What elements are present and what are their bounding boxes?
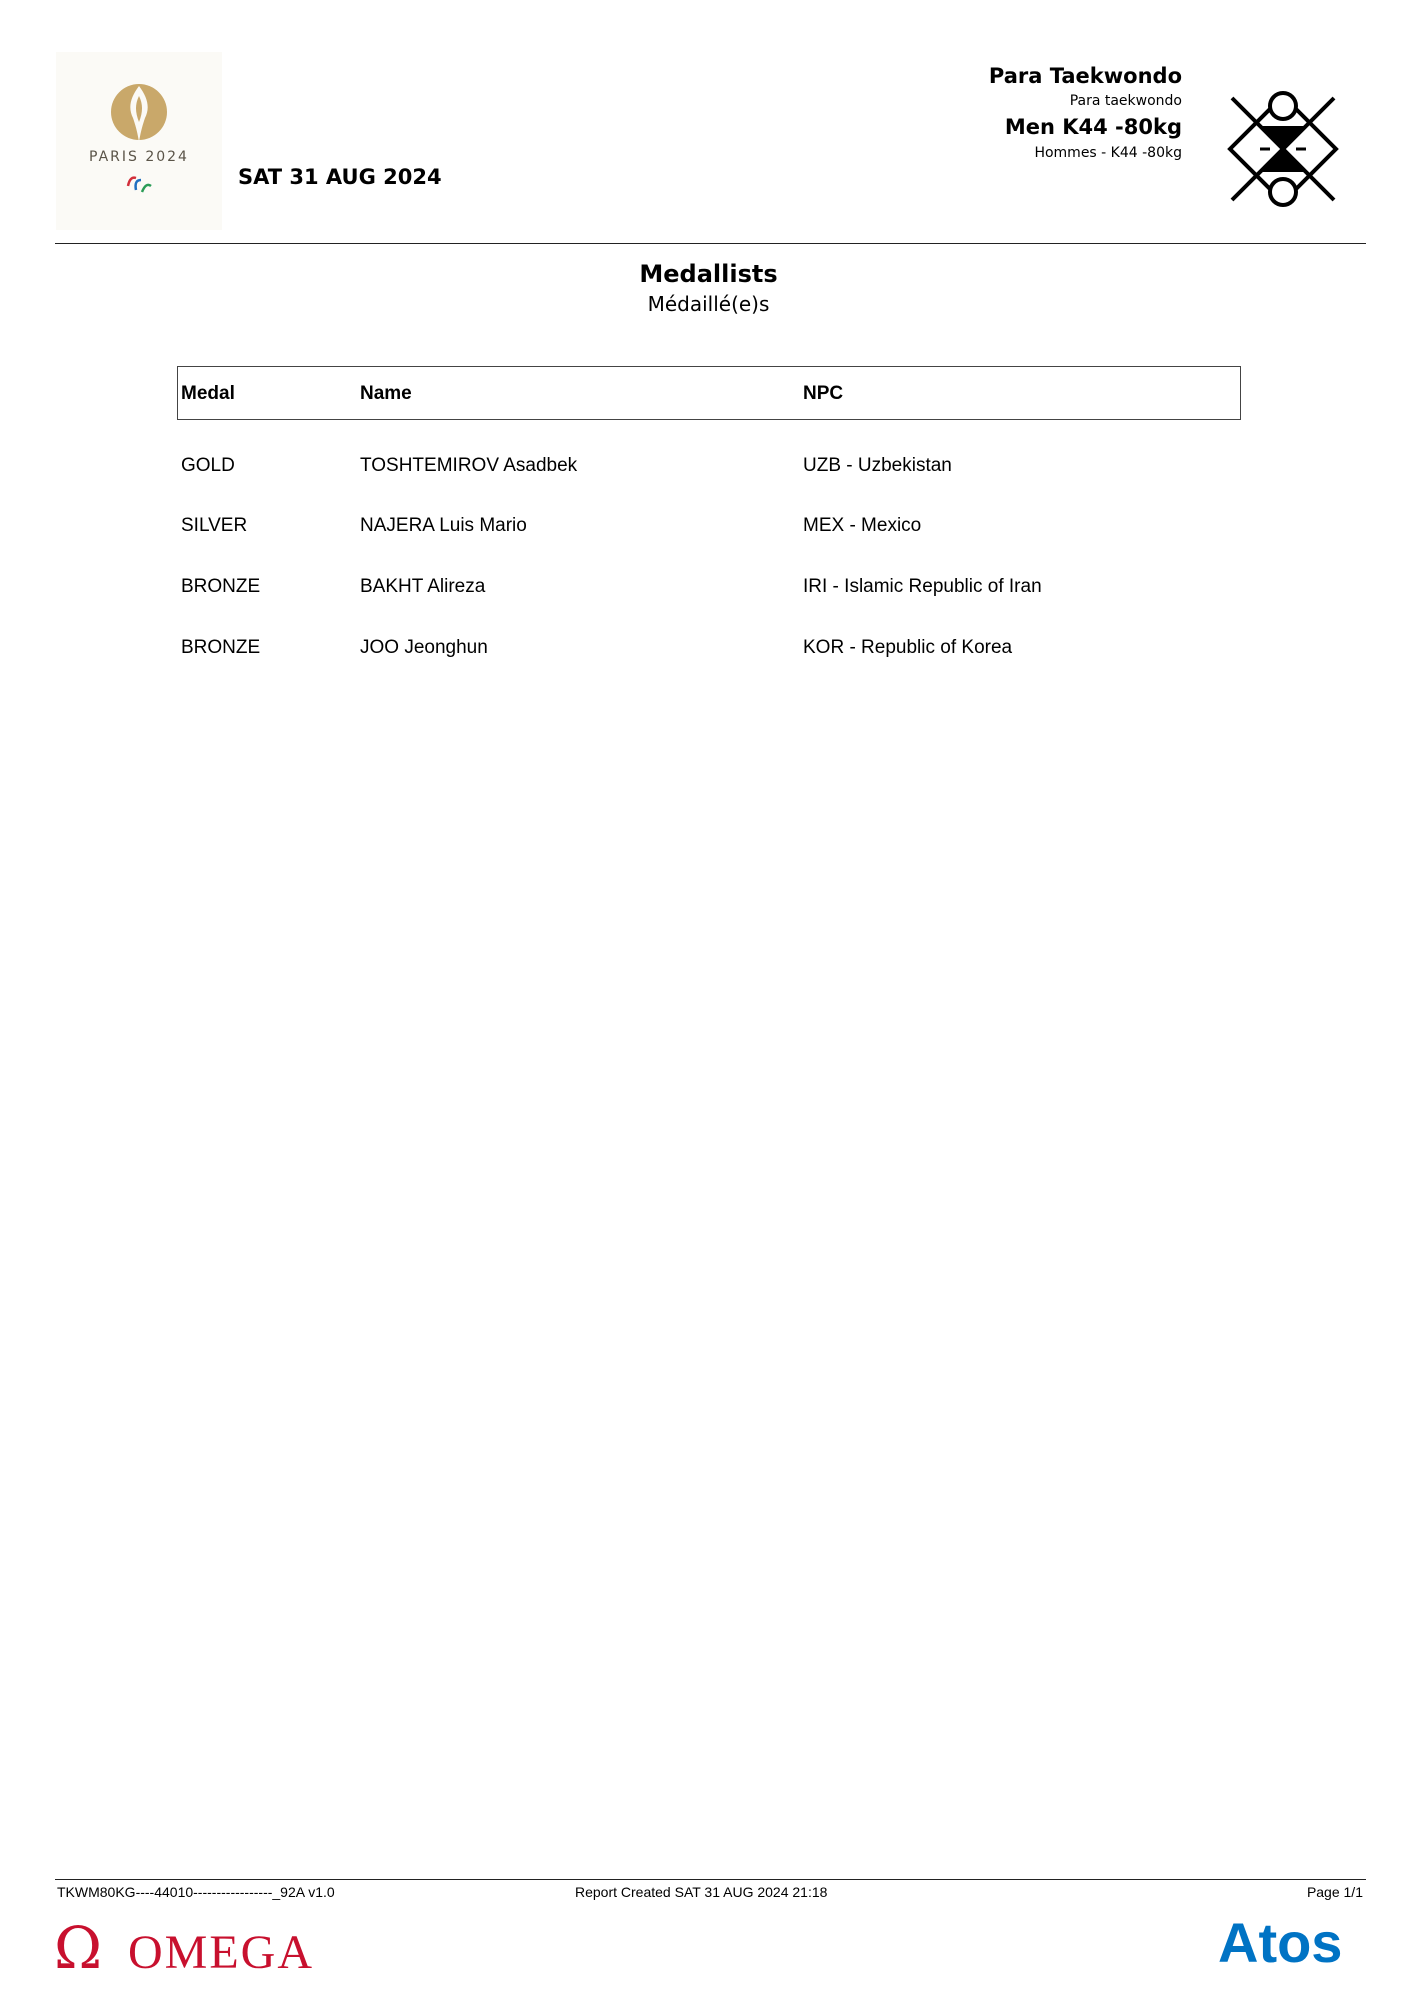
medal-cell: GOLD [181,455,235,476]
table-row [0,576,1417,606]
medal-cell: SILVER [181,515,248,536]
header-divider [55,243,1366,244]
npc-cell: KOR - Republic of Korea [803,637,1013,658]
footer-divider [55,1879,1366,1880]
table-row [0,637,1417,667]
svg-text:Ω: Ω [54,1920,103,1976]
event-header [989,62,1182,164]
name-cell: BAKHT Alireza [360,576,486,597]
column-header-name: Name [360,383,412,404]
event-name: Men K44 -80kg [1004,115,1182,139]
agitos-icon [124,172,154,196]
section-title [0,258,1417,318]
name-cell: NAJERA Luis Mario [360,515,527,536]
report-code: TKWM80KG----44010-----------------_92A v1.0 [57,1884,335,1900]
npc-cell: UZB - Uzbekistan [803,455,952,476]
report-date: SAT 31 AUG 2024 [238,165,442,189]
report-created: Report Created SAT 31 AUG 2024 21:18 [575,1884,828,1900]
event-name-fr: Hommes - K44 -80kg [1034,145,1182,161]
column-header-medal: Medal [181,383,235,404]
medal-cell: BRONZE [181,576,261,597]
sport-name-fr: Para taekwondo [1069,93,1182,109]
flame-emblem-icon [106,82,172,146]
atos-logo [1218,1912,1368,1972]
medal-cell: BRONZE [181,637,261,658]
column-header-npc: NPC [803,383,844,404]
title-main: Medallists [639,260,778,288]
table-row [0,515,1417,545]
name-cell: JOO Jeonghun [360,637,488,658]
atos-logo-text: Atos [1218,1912,1343,1972]
para-taekwondo-pictogram-icon [1220,86,1346,212]
page-number: Page 1/1 [1306,1884,1363,1900]
npc-cell: IRI - Islamic Republic of Iran [803,576,1042,597]
omega-logo [54,1920,354,1976]
table-header [177,366,1241,420]
name-cell: TOSHTEMIROV Asadbek [360,455,578,476]
omega-logo-text: OMEGA [128,1926,314,1976]
npc-cell: MEX - Mexico [803,515,922,536]
table-row [0,455,1417,485]
sport-name: Para Taekwondo [988,64,1182,88]
title-sub: Médaillé(e)s [647,292,770,316]
paris-2024-paralympic-logo [56,52,222,230]
logo-text: PARIS 2024 [89,149,189,165]
